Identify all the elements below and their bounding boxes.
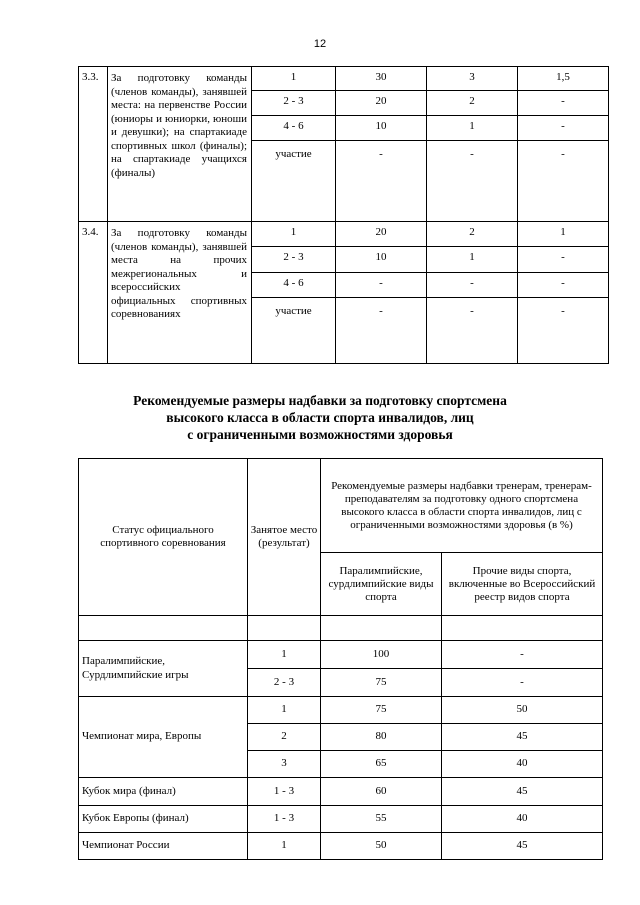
value-cell: - xyxy=(518,91,609,116)
place-cell: 2 - 3 xyxy=(252,247,336,273)
value-cell: 20 xyxy=(336,91,427,116)
value-cell: 75 xyxy=(321,697,442,724)
value-cell: 100 xyxy=(321,641,442,669)
header-other-sports: Прочие виды спорта, включенные во Всероссийский реестр видов спорта xyxy=(442,553,603,616)
value-cell: 50 xyxy=(321,833,442,860)
value-cell: 65 xyxy=(321,751,442,778)
value-cell: 60 xyxy=(321,778,442,806)
header-place: Занятое место (результат) xyxy=(248,459,321,616)
place-cell: 1 xyxy=(252,67,336,91)
heading-line: Рекомендуемые размеры надбавки за подготовку спортсмена xyxy=(133,393,507,408)
status-cell: Чемпионат мира, Европы xyxy=(79,697,248,778)
value-cell: 45 xyxy=(442,724,603,751)
table-header-row xyxy=(79,459,603,553)
value-cell: - xyxy=(442,641,603,669)
value-cell: 80 xyxy=(321,724,442,751)
place-cell: 1 - 3 xyxy=(248,778,321,806)
empty-cell xyxy=(248,616,321,641)
section-heading xyxy=(0,392,640,443)
row-description: За подготовку команды (членов команды), занявшей места: на первенстве России (юниоры и юниорки, юноши и девушки); на спартакиаде спортивных школ (финалы); на спартакиаде учащихся (финалы) xyxy=(108,67,252,222)
value-cell: 3 xyxy=(427,67,518,91)
value-cell: 1,5 xyxy=(518,67,609,91)
heading-line: с ограниченными возможностями здоровья xyxy=(187,427,453,442)
place-cell: 3 xyxy=(248,751,321,778)
empty-cell xyxy=(442,616,603,641)
value-cell: - xyxy=(518,273,609,298)
table-row xyxy=(79,67,609,91)
place-cell: участие xyxy=(252,141,336,222)
value-cell: 50 xyxy=(442,697,603,724)
value-cell: - xyxy=(336,141,427,222)
place-cell: 1 xyxy=(248,641,321,669)
value-cell: - xyxy=(518,298,609,364)
empty-cell xyxy=(79,616,248,641)
header-paralympic: Паралимпийские, сурдлимпийские виды спорта xyxy=(321,553,442,616)
status-cell: Чемпионат России xyxy=(79,833,248,860)
status-cell: Кубок Европы (финал) xyxy=(79,806,248,833)
place-cell: 2 - 3 xyxy=(248,669,321,697)
value-cell: 1 xyxy=(427,116,518,141)
place-cell: участие xyxy=(252,298,336,364)
empty-cell xyxy=(321,616,442,641)
value-cell: 45 xyxy=(442,778,603,806)
value-cell: 30 xyxy=(336,67,427,91)
place-cell: 2 - 3 xyxy=(252,91,336,116)
place-cell: 2 xyxy=(248,724,321,751)
place-cell: 1 - 3 xyxy=(248,806,321,833)
value-cell: - xyxy=(518,247,609,273)
value-cell: 10 xyxy=(336,247,427,273)
value-cell: - xyxy=(336,298,427,364)
value-cell: 45 xyxy=(442,833,603,860)
table-row xyxy=(79,833,603,860)
value-cell: - xyxy=(427,273,518,298)
page-number: 12 xyxy=(313,38,327,50)
value-cell: 20 xyxy=(336,222,427,247)
status-cell: Кубок мира (финал) xyxy=(79,778,248,806)
table-row xyxy=(79,778,603,806)
table-row xyxy=(79,222,609,247)
row-number: 3.3. xyxy=(79,67,108,222)
value-cell: - xyxy=(427,141,518,222)
heading-line: высокого класса в области спорта инвалидов, лиц xyxy=(166,410,474,425)
table-row xyxy=(79,806,603,833)
value-cell: - xyxy=(518,116,609,141)
place-cell: 1 xyxy=(248,697,321,724)
value-cell: - xyxy=(442,669,603,697)
bonus-table-team xyxy=(78,66,609,364)
value-cell: 40 xyxy=(442,751,603,778)
row-description: За подготовку команды (членов команды), занявшей места на прочих межрегиональных и всероссийских официальных спортивных соревнованиях xyxy=(108,222,252,364)
table-row-empty xyxy=(79,616,603,641)
header-status: Статус официального спортивного соревнования xyxy=(79,459,248,616)
value-cell: 2 xyxy=(427,222,518,247)
bonus-table-disabled-sport xyxy=(78,458,603,860)
header-group: Рекомендуемые размеры надбавки тренерам, тренерам-преподавателям за подготовку одного спортсмена высокого класса в области спорта инвалидов, лиц с ограниченными возможностями здоровья (в %) xyxy=(321,459,603,553)
value-cell: - xyxy=(518,141,609,222)
value-cell: 2 xyxy=(427,91,518,116)
value-cell: 55 xyxy=(321,806,442,833)
value-cell: - xyxy=(427,298,518,364)
status-cell: Паралимпийские, Сурдлимпийские игры xyxy=(79,641,248,697)
place-cell: 1 xyxy=(252,222,336,247)
place-cell: 1 xyxy=(248,833,321,860)
value-cell: 1 xyxy=(518,222,609,247)
value-cell: - xyxy=(336,273,427,298)
value-cell: 10 xyxy=(336,116,427,141)
table-row xyxy=(79,697,603,724)
place-cell: 4 - 6 xyxy=(252,116,336,141)
table-row xyxy=(79,641,603,669)
place-cell: 4 - 6 xyxy=(252,273,336,298)
value-cell: 75 xyxy=(321,669,442,697)
value-cell: 40 xyxy=(442,806,603,833)
row-number: 3.4. xyxy=(79,222,108,364)
value-cell: 1 xyxy=(427,247,518,273)
